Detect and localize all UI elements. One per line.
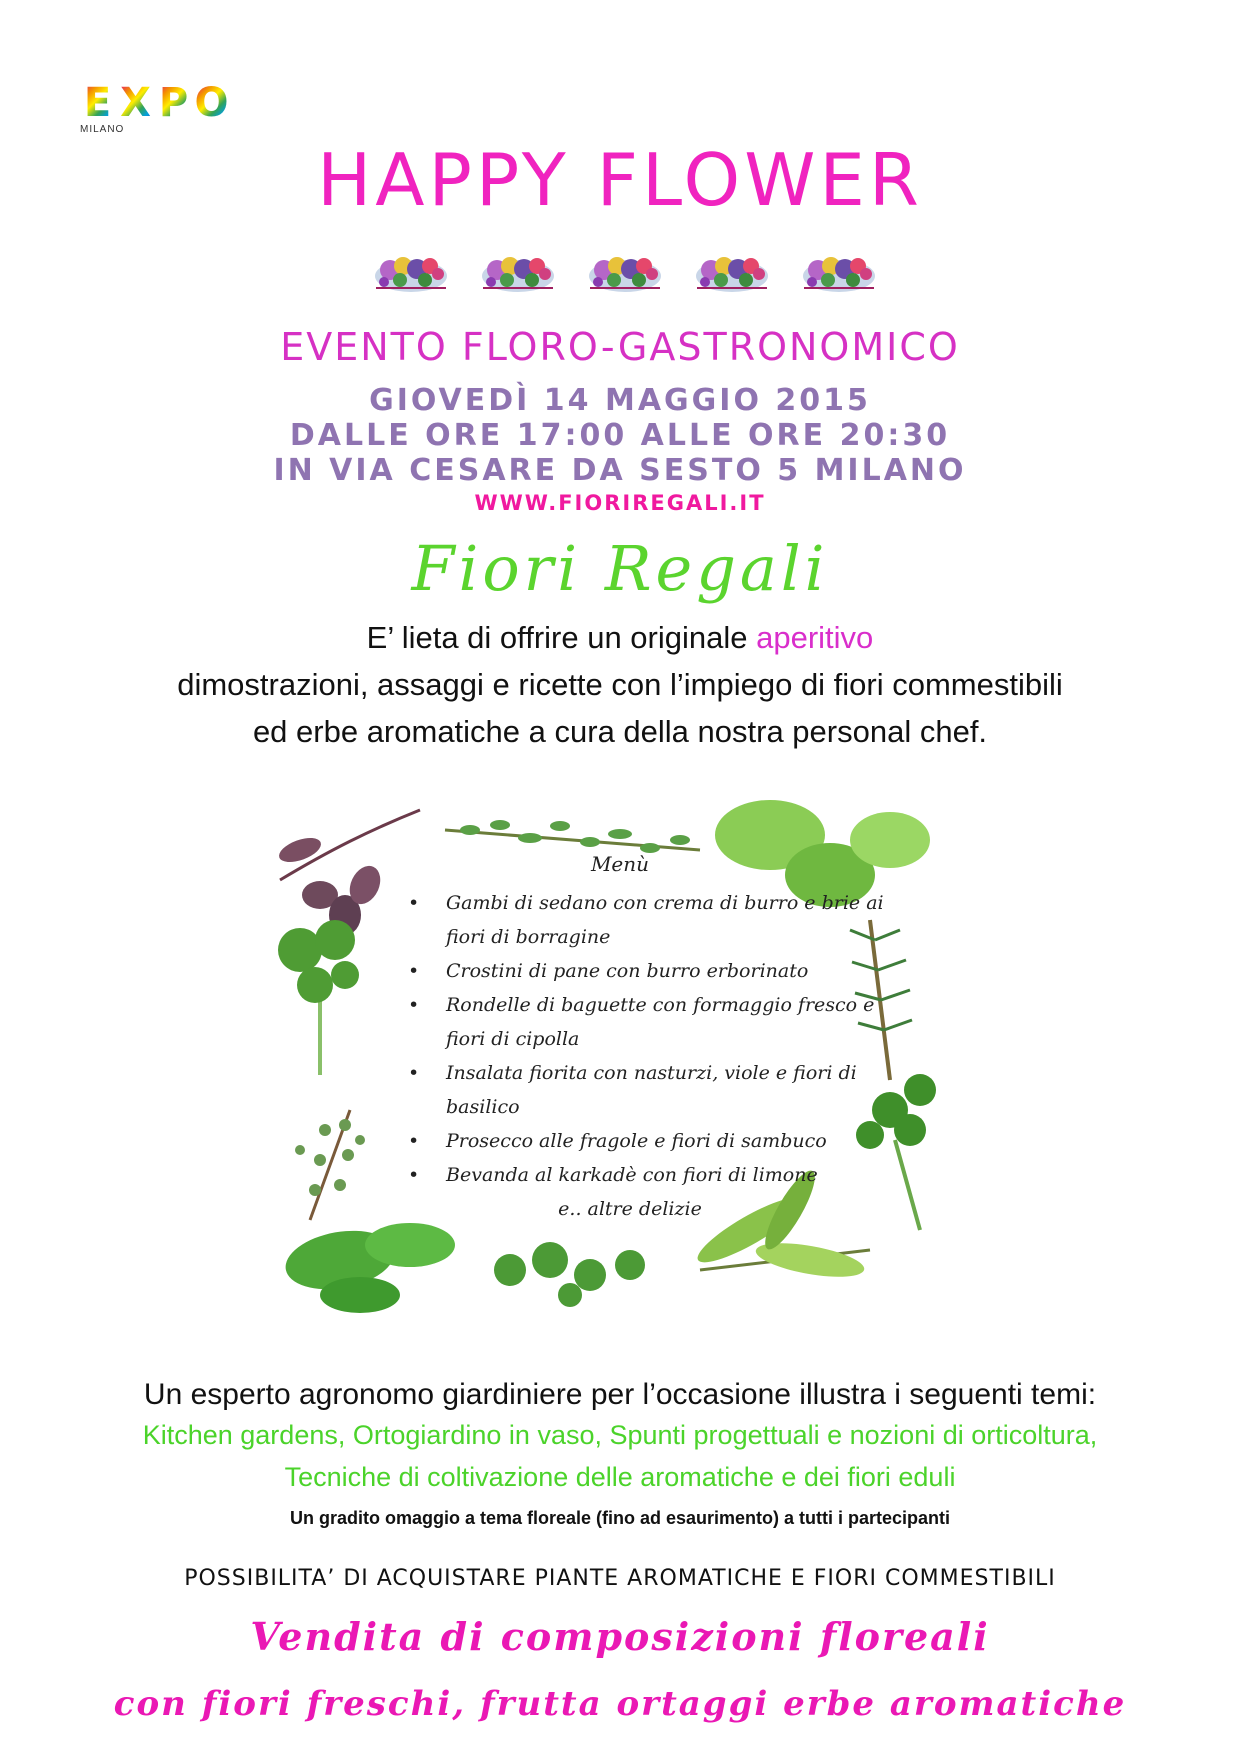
event-date: GIOVEDÌ 14 MAGGIO 2015: [369, 383, 871, 418]
menu-title: Menù: [590, 852, 650, 876]
logo-letter-e: E: [80, 84, 115, 122]
intro-line-2: dimostrazioni, assaggi e ricette con l’impiego di fiori commestibili: [177, 667, 1063, 702]
flower-bunch-icon: [477, 244, 559, 302]
gift-line: Un gradito omaggio a tema floreale (fino ad esaurimento) a tutti i partecipanti: [289, 1508, 951, 1528]
page-title: HAPPY FLOWER: [317, 138, 923, 222]
thyme-sprig-icon: [295, 1110, 365, 1220]
topics-line-2: Tecniche di coltivazione delle aromatiche e dei fiori eduli: [284, 1462, 956, 1492]
event-type: EVENTO FLORO-GASTRONOMICO: [280, 325, 960, 369]
expert-line: Un esperto agronomo giardiniere per l’occasione illustra i seguenti temi:: [143, 1378, 1097, 1411]
intro-line-3: ed erbe aromatiche a cura della nostra personal chef.: [252, 714, 988, 749]
event-address: IN VIA CESARE DA SESTO 5 MILANO: [273, 453, 967, 488]
flower-bunch-icon: [691, 244, 773, 302]
parsley-herb-icon: [278, 920, 359, 1075]
flower-bunch-icon: [798, 244, 880, 302]
flower-decoration-row: [370, 244, 880, 302]
menu-item: • Insalata fiorita con nasturzi, viole e fiori di basilico: [430, 1056, 890, 1124]
purchase-line: POSSIBILITA’ DI ACQUISTARE PIANTE AROMATICHE E FIORI COMMESTIBILI: [184, 1566, 1056, 1591]
sale-line-1: Vendita di composizioni floreali: [250, 1614, 990, 1659]
thyme-herb-icon: [445, 820, 700, 853]
website-link[interactable]: WWW.FIORIREGALI.IT: [474, 491, 766, 515]
sale-line-2: con fiori freschi, frutta ortaggi erbe aromatiche: [113, 1684, 1127, 1724]
logo-letter-p: P: [156, 84, 191, 122]
flower-bunch-icon: [584, 244, 666, 302]
logo-city: MILANO: [80, 124, 125, 135]
logo-letter-o: O: [194, 80, 229, 126]
basil-herb-icon: [281, 1223, 455, 1313]
flower-bunch-icon: [370, 244, 452, 302]
topics-line-1: Kitchen gardens, Ortogiardino in vaso, Spunti progettuali e nozioni di orticoltura,: [142, 1420, 1098, 1450]
menu-outro: e.. altre delizie: [558, 1198, 702, 1220]
menu-item: • Bevanda al karkadè con fiori di limone: [430, 1158, 890, 1192]
brand-name: Fiori Regali: [411, 532, 829, 605]
menu-list: [430, 886, 890, 1192]
cilantro-herb-icon: [494, 1242, 645, 1307]
event-time: DALLE ORE 17:00 ALLE ORE 20:30: [289, 418, 951, 453]
menu-item: • Prosecco alle fragole e fiori di sambuco: [430, 1124, 890, 1158]
intro-text: E’ lieta di offrire un originale: [366, 620, 748, 655]
logo-letter-x: X: [118, 84, 153, 122]
menu: [430, 852, 890, 1226]
menu-item: • Rondelle di baguette con formaggio fresco e fiori di cipolla: [430, 988, 890, 1056]
intro-highlight: aperitivo: [756, 620, 874, 655]
menu-item: • Gambi di sedano con crema di burro e brie ai fiori di borragine: [430, 886, 890, 954]
menu-item: • Crostini di pane con burro erborinato: [430, 954, 890, 988]
intro-line-1: [0, 620, 1240, 656]
